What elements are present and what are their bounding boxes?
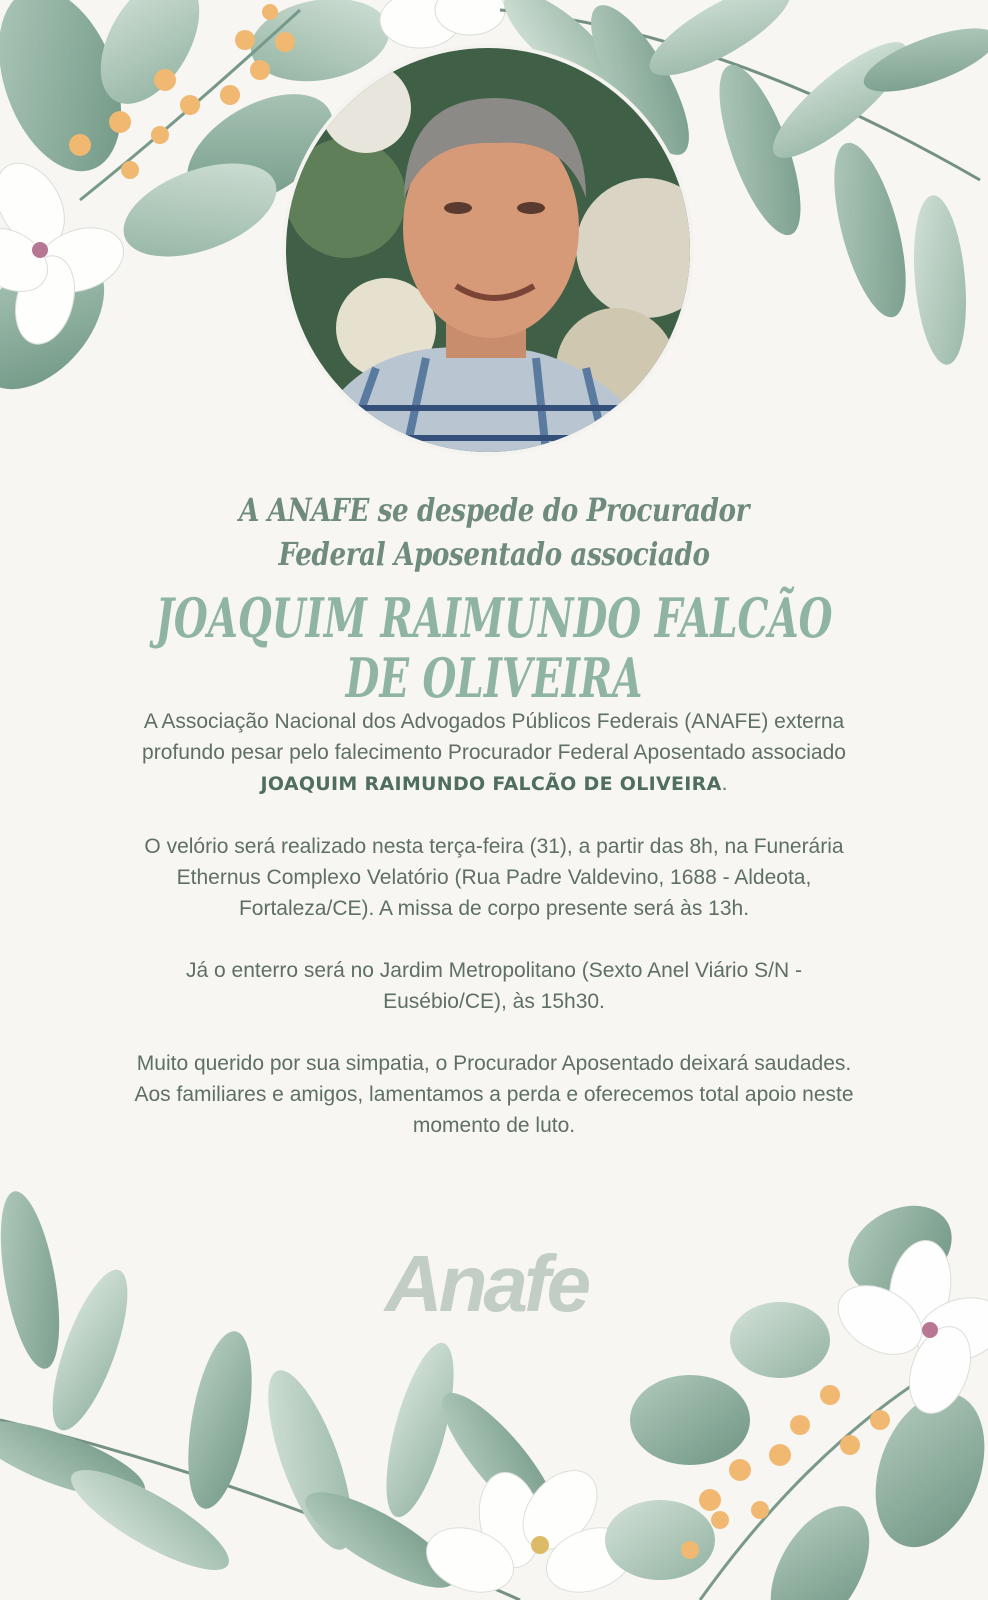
heading-line-2: Federal Aposentado associado <box>278 535 710 573</box>
paragraph-4: Muito querido por sua simpatia, o Procurador Aposentado deixará saudades. Aos familiares e amigos, lamentamos a perda e oferecemos total apoio neste momento de luto. <box>134 1052 854 1137</box>
deceased-name: JOAQUIM RAIMUNDO FALCÃO DE OLIVEIRA <box>155 586 833 710</box>
portrait-photo <box>286 48 690 452</box>
bottom-right-leaves <box>605 1188 988 1600</box>
paragraph-1 <box>130 706 858 800</box>
paragraph-1-name: JOAQUIM RAIMUNDO FALCÃO DE OLIVEIRA <box>260 773 722 795</box>
heading-line-1: A ANAFE se despede do Procurador <box>238 491 750 529</box>
paragraph-1-end: . <box>721 772 728 795</box>
anafe-logo-text: Anafe <box>384 1239 588 1328</box>
paragraph-3: Já o enterro será no Jardim Metropolitano (Sexto Anel Viário S/N - Eusébio/CE), às 15h30. <box>186 959 802 1013</box>
paragraph-2: O velório será realizado nesta terça-feira (31), a partir das 8h, na Funerária Ethernus Complexo Velatório (Rua Padre Valdevino, 1688 - Aldeota, Fortaleza/CE). A missa de corpo presente será às 13h. <box>144 835 844 920</box>
announcement-body <box>130 706 858 1172</box>
farewell-heading <box>0 488 988 576</box>
anafe-logo <box>356 1236 616 1332</box>
paragraph-1-text: A Associação Nacional dos Advogados Públicos Federais (ANAFE) externa profundo pesar pelo falecimento Procurador Federal Aposentado associado <box>142 710 846 764</box>
